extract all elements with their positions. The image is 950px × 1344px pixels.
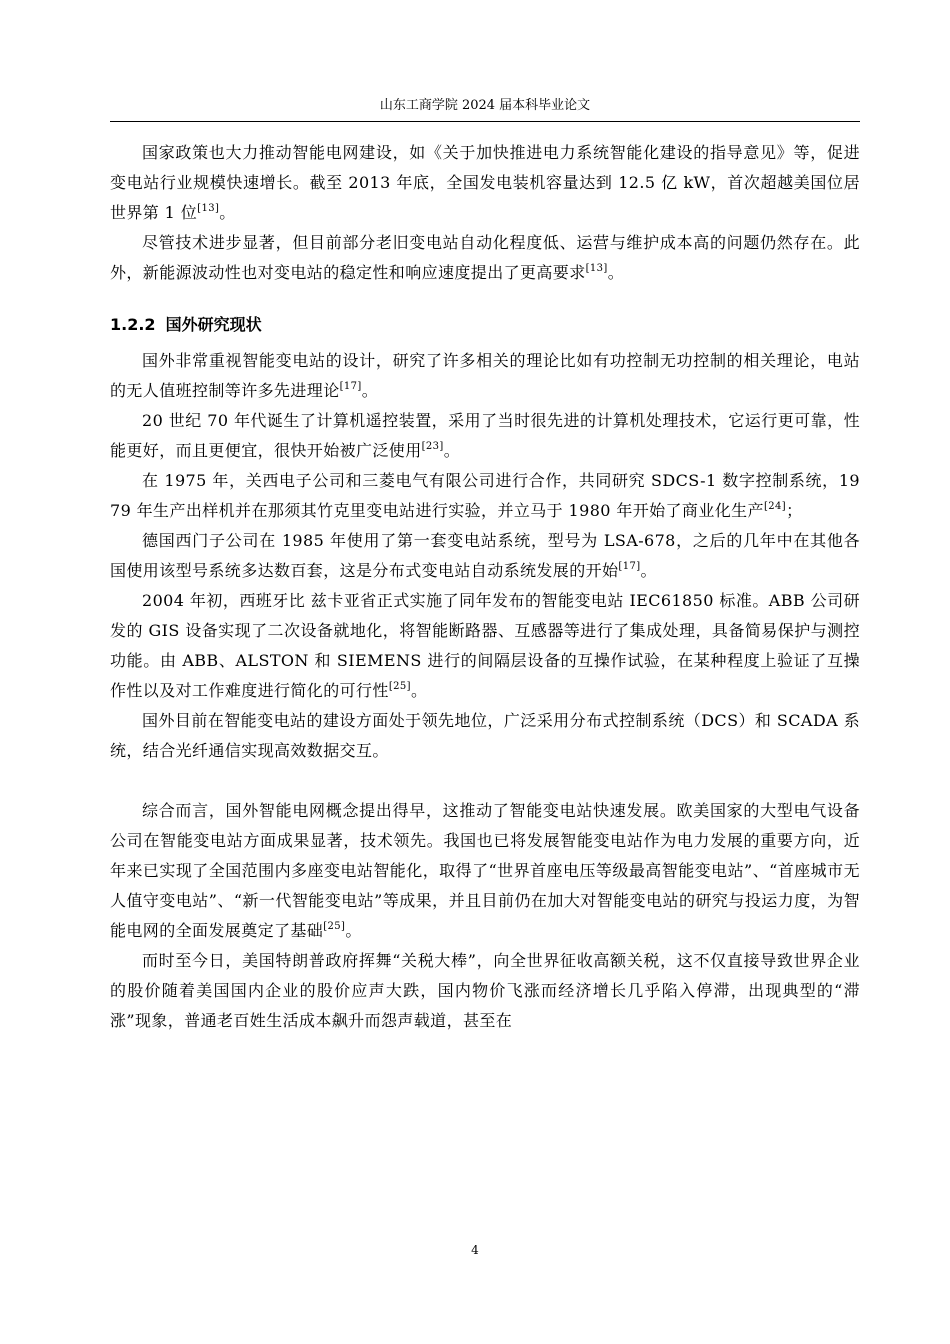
page-number: 4 <box>471 1243 479 1257</box>
section-paragraphs <box>110 346 860 766</box>
paragraph: 在 1975 年，关西电子公司和三菱电气有限公司进行合作，共同研究 SDCS-1 数字控制系统，1979 年生产出样机并在那须其竹克里变电站进行实验，并立马于 1980 年开始了商业化生产[24]； <box>110 471 860 520</box>
paragraph: 国家政策也大力推动智能电网建设，如《关于加快推进电力系统智能化建设的指导意见》等，促进变电站行业规模快速增长。截至 2013 年底，全国发电装机容量达到 12.5 亿 kW，首次超越美国位居世界第 1 位[13]。 <box>110 143 860 222</box>
blank-line <box>110 766 860 796</box>
header-title: 山东工商学院 2024 届本科毕业论文 <box>379 98 591 113</box>
intro-paragraphs <box>110 138 860 288</box>
paragraph: 而时至今日，美国特朗普政府挥舞“关税大棒”，向全世界征收高额关税，这不仅直接导致世界企业的股价随着美国国内企业的股价应声大跌，国内物价飞涨而经济增长几乎陷入停滞，出现典型的“滞涨”现象，普通老百姓生活成本飙升而怨声载道，甚至在 <box>110 951 860 1030</box>
paragraph: 国外非常重视智能变电站的设计，研究了许多相关的理论比如有功控制无功控制的相关理论，电站的无人值班控制等许多先进理论[17]。 <box>110 351 860 400</box>
paragraph: 尽管技术进步显著，但目前部分老旧变电站自动化程度低、运营与维护成本高的问题仍然存在。此外，新能源波动性也对变电站的稳定性和响应速度提出了更高要求[13]。 <box>110 233 860 282</box>
section-heading <box>110 310 860 340</box>
paragraph: 综合而言，国外智能电网概念提出得早，这推动了智能变电站快速发展。欧美国家的大型电气设备公司在智能变电站方面成果显著，技术领先。我国也已将发展智能变电站作为电力发展的重要方向，近年来已实现了全国范围内多座变电站智能化，取得了“世界首座电压等级最高智能变电站”、“首座城市无人值守变电站”、“新一代智能变电站”等成果，并且目前仍在加大对智能变电站的研究与投运力度，为智能电网的全面发展奠定了基础[25]。 <box>110 801 860 940</box>
paragraph: 20 世纪 70 年代诞生了计算机遥控装置，采用了当时很先进的计算机处理技术，它运行更可靠，性能更好，而且更便宜，很快开始被广泛使用[23]。 <box>110 411 860 460</box>
citation: [23] <box>421 441 444 452</box>
paragraph: 2004 年初，西班牙比 兹卡亚省正式实施了同年发布的智能变电站 IEC61850 标准。ABB 公司研发的 GIS 设备实现了二次设备就地化，将智能断路器、互感器等进行了集成处理，具备简易保护与测控功能。由 ABB、ALSTON 和 SIEMENS 进行的间隔层设备的互操作试验，在某种程度上验证了互操作性以及对工作难度进行简化的可行性[25]。 <box>110 591 860 700</box>
citation: [17] <box>618 561 641 572</box>
section-title: 国外研究现状 <box>165 315 262 334</box>
page-header <box>110 92 860 122</box>
citation: [13] <box>197 203 220 214</box>
page-footer <box>0 1243 950 1257</box>
citation: [17] <box>339 381 362 392</box>
section-number: 1.2.2 <box>110 315 156 334</box>
citation: [25] <box>388 681 411 692</box>
document-body <box>110 138 860 1036</box>
paragraph: 德国西门子公司在 1985 年使用了第一套变电站系统，型号为 LSA-678，之后的几年中在其他各国使用该型号系统多达数百套，这是分布式变电站自动系统发展的开始[17]。 <box>110 531 860 580</box>
citation: [25] <box>323 921 346 932</box>
citation: [24] <box>763 501 787 512</box>
citation: [13] <box>585 263 608 274</box>
paragraph: 国外目前在智能变电站的建设方面处于领先地位，广泛采用分布式控制系统（DCS）和 SCADA 系统，结合光纤通信实现高效数据交互。 <box>110 711 860 760</box>
summary-paragraphs <box>110 796 860 1036</box>
